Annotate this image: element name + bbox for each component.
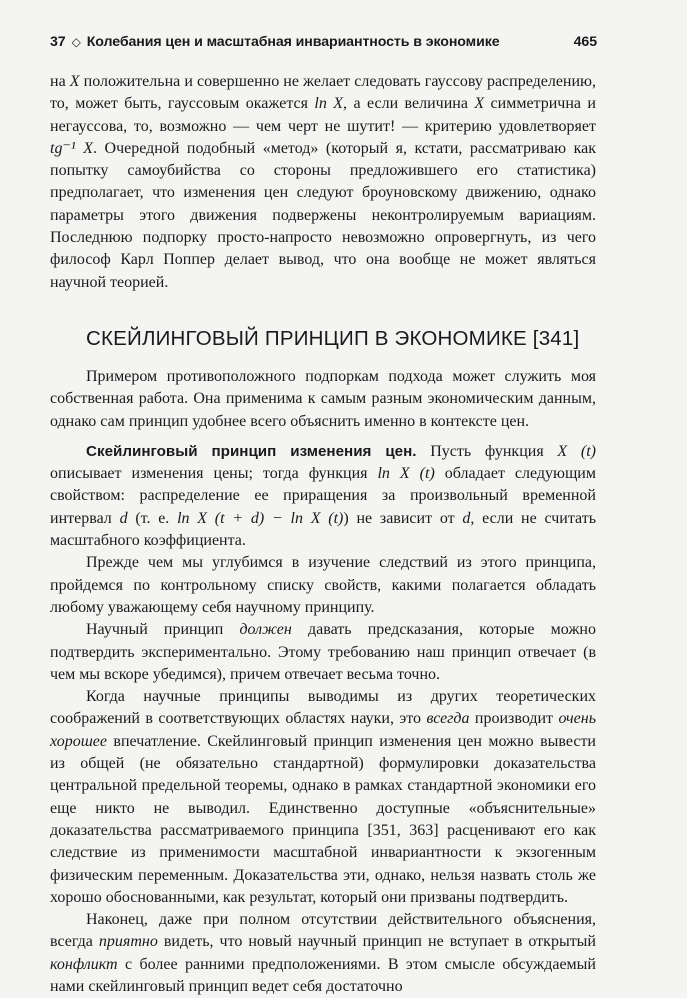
paragraph-5 <box>50 619 596 686</box>
emphasis: конфликт <box>50 955 118 973</box>
text-run: Когда научные принципы выводимы из других теоретических соображений в соответствующих областях науки, это <box>50 688 596 728</box>
text-run: описывает изменения цены; тогда функция <box>50 465 378 483</box>
body-text <box>50 71 596 998</box>
paragraph-2: Примером противоположного подпоркам подхода может служить моя собственная работа. Она применима к самым разным экономическим данным, однако сам принцип удобнее всего объяснить именно в контексте цен. <box>50 367 596 430</box>
paragraph-1 <box>50 71 596 294</box>
emphasis: всегда <box>426 710 470 728</box>
text-run: обладает следующим свойством: распределение ее приращения за произвольный временной интервал <box>50 465 596 527</box>
chapter-title: Колебания цен и масштабная инвариантность в экономике <box>86 34 500 50</box>
text-run: на <box>50 73 70 90</box>
chapter-number: 37 <box>50 34 66 50</box>
running-head-left <box>50 34 499 50</box>
diamond-icon: ◇ <box>71 35 81 49</box>
text-run: симметрична и негауссова, то, возможно — чем черт не шутит! — критерию удовлетворяет <box>50 95 596 135</box>
math-x: X <box>69 73 80 90</box>
text-run: впечатление. Скейлинговый принцип изменения цен можно вывести из общей (не обязательно стандартной) формулировки доказательства центральной предельной теоремы, однако в рамках стандартной экономики его еще никто не выводил. Единственно доступные «объяснительные» доказательства рассматриваемого принципа [351, 363] расценивают его как следствие из применимости масштабной инвариантности к экзогенным физическим переменным. Доказательства эти, однако, нельзя назвать столь же хорошо обоснованными, как результат, который они призваны подтвердить. <box>50 732 596 906</box>
text-run: ) не зависит от <box>343 509 463 527</box>
text-run: Пусть функция <box>416 442 558 460</box>
text-run: видеть, что новый научный принцип не вступает в открытый <box>157 933 596 951</box>
page-number: 465 <box>573 34 597 50</box>
math-ln-x: ln X <box>314 95 344 113</box>
math-increment: ln X (t + d) − ln X (t) <box>177 509 344 527</box>
text-run: положительна и совершенно не желает следовать гауссову распределению, то, может быть, гауссовым окажется <box>50 73 597 113</box>
text-run: . Очередной подобный «метод» (который я, кстати, рассматриваю как попытку самоубийства со стороны предложившего его статистика) предполагает, что изменения цен следуют броуновскому движению, однако параметры этого движения подвержены неконтролируемым вариациям. Последнюю подпорку просто-напросто невозможно опровергнуть, из чего философ Карл Поппер делает вывод, что она вообще не может являться научной теорией. <box>50 139 596 291</box>
paragraph-7 <box>50 909 596 998</box>
emphasis: очень хорошее <box>50 710 596 750</box>
running-head <box>50 34 597 50</box>
emphasis: приятно <box>98 933 158 951</box>
text-run: давать предсказания, которые можно подтвердить экспериментально. Этому требованию наш принцип отвечает (в чем мы вскоре убедимся), причем отвечает весьма точно. <box>50 621 596 683</box>
math-ln-x-t: ln X (t) <box>377 465 435 483</box>
math-d: d <box>462 509 471 527</box>
text-run: , а если величина <box>343 95 475 113</box>
emphasis: должен <box>239 621 292 639</box>
paragraph-4: Прежде чем мы углубимся в изучение следствий из этого принципа, пройдемся по контрольному списку свойств, какими полагается обладать любому уважающему себя научному принципу. <box>50 554 596 616</box>
runin-heading: Скейлинговый принцип изменения цен. <box>86 442 417 460</box>
section-title: СКЕЙЛИНГОВЫЙ ПРИНЦИП В ЭКОНОМИКЕ [341] <box>86 326 580 350</box>
text-run: производит <box>469 710 559 728</box>
math-arctan-x: tg⁻¹ X <box>50 139 93 157</box>
text-run: , если не считать масштабного коэффициента. <box>50 509 597 550</box>
math-d: d <box>119 509 128 527</box>
text-run: (т. е. <box>127 509 178 527</box>
text-run: с более ранними предположениями. В этом смысле обсуждаемый нами скейлинговый принцип ведет себя достаточно <box>50 955 596 995</box>
math-x-t: X (t) <box>557 442 597 460</box>
text-run: Наконец, даже при полном отсутствии действительного объяснения, всегда <box>50 911 596 951</box>
text-run: Научный принцип <box>86 621 240 639</box>
math-x: X <box>474 95 485 113</box>
paragraph-3 <box>50 441 596 552</box>
paragraph-6 <box>50 686 596 909</box>
